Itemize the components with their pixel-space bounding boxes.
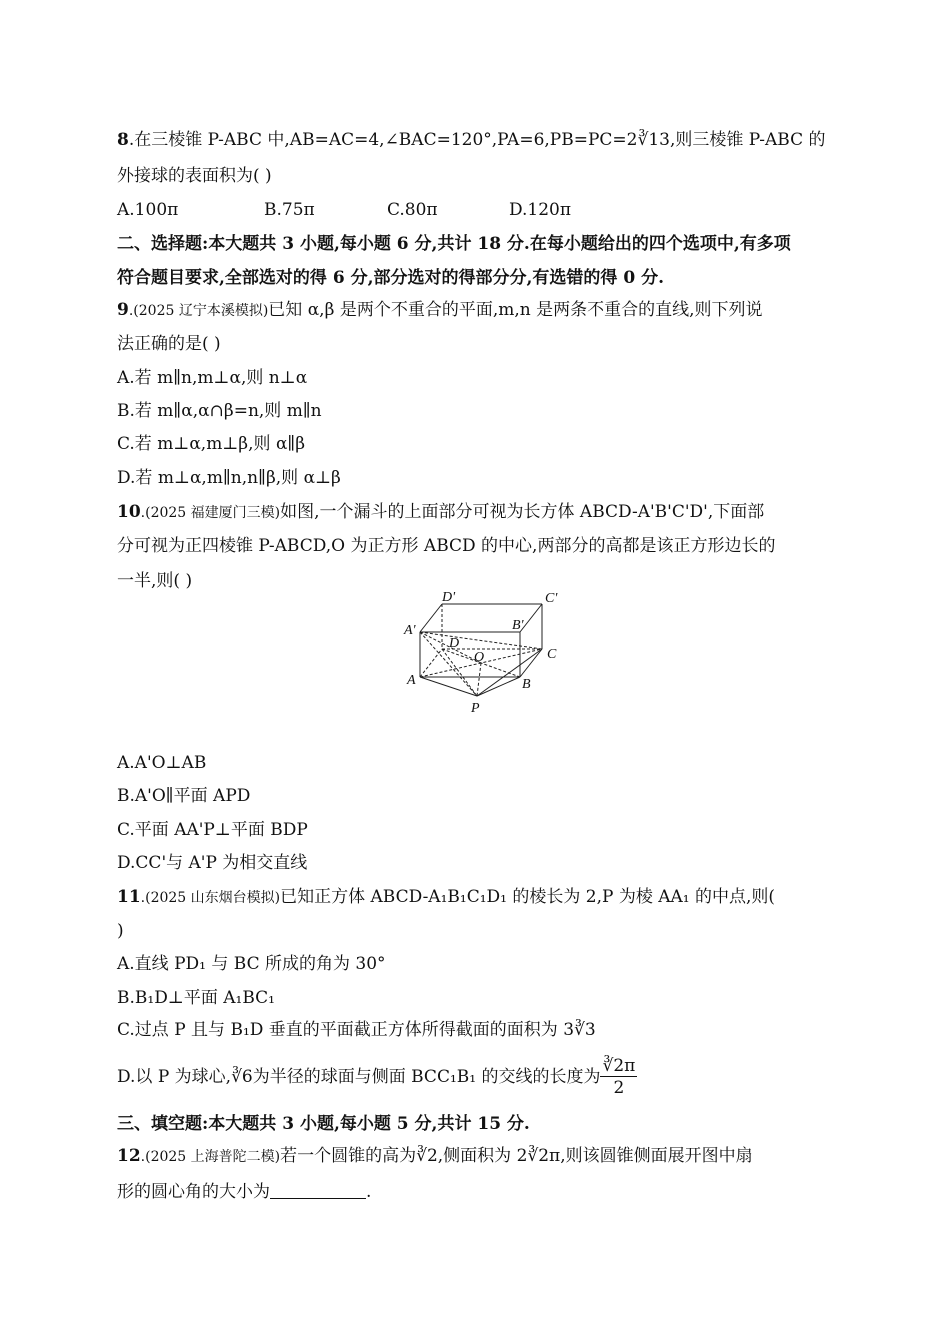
q11-line2: )	[117, 921, 124, 941]
q8-line1	[117, 128, 826, 152]
q8-text: .在三棱锥 P-ABC 中,AB=AC=4,∠BAC=120°,PA=6,PB=PC=2∛13,则三棱锥 P-ABC 的	[128, 130, 826, 150]
q9-number: 9	[117, 300, 129, 320]
q11-option-d[interactable]	[117, 1054, 637, 1100]
q10-line2: 分可视为正四棱锥 P-ABCD,O 为正方形 ABCD 的中心,两部分的高都是该正方形边长的	[117, 536, 776, 556]
q10-number: 10	[117, 502, 141, 522]
q10-line1	[117, 500, 764, 525]
q12-line2-end: .	[366, 1182, 372, 1202]
fraction-numerator: ∛2π	[602, 1056, 636, 1076]
q11-option-d-fraction	[600, 1056, 637, 1099]
q8-number: 8	[117, 130, 129, 150]
fig-label-d-prime: D'	[442, 592, 456, 605]
funnel-figure	[402, 592, 572, 722]
q10-source: .(2025 福建厦门三模)	[140, 505, 281, 521]
q10-option-a[interactable]: A.A'O⊥AB	[117, 753, 207, 773]
q8-option-c[interactable]: C.80π	[387, 200, 438, 220]
q9-line1	[117, 298, 763, 323]
q9-option-b[interactable]: B.若 m∥α,α∩β=n,则 m∥n	[117, 401, 322, 421]
q11-number: 11	[117, 887, 141, 907]
q11-source: .(2025 山东烟台模拟)	[140, 890, 281, 906]
q9-source: .(2025 辽宁本溪模拟)	[128, 303, 269, 319]
q9-text: 已知 α,β 是两个不重合的平面,m,n 是两条不重合的直线,则下列说	[268, 300, 763, 320]
q8-line2: 外接球的表面积为( )	[117, 166, 272, 186]
q9-line2: 法正确的是( )	[117, 334, 221, 354]
q12-number: 12	[117, 1146, 141, 1166]
section2-heading-line1: 二、选择题:本大题共 3 小题,每小题 6 分,共计 18 分.在每小题给出的四个选项中,有多项	[117, 234, 791, 254]
fig-label-c-prime: C'	[545, 592, 558, 606]
q12-line2	[117, 1180, 371, 1204]
q12-text-line2: 形的圆心角的大小为	[117, 1182, 270, 1202]
fig-label-a: A	[407, 673, 416, 688]
fraction-denominator: 2	[613, 1078, 625, 1098]
q10-option-b[interactable]: B.A'O∥平面 APD	[117, 786, 251, 806]
q11-line1	[117, 885, 775, 910]
q10-option-d[interactable]: D.CC'与 A'P 为相交直线	[117, 853, 308, 873]
q11-option-c[interactable]: C.过点 P 且与 B₁D 垂直的平面截正方体所得截面的面积为 3∛3	[117, 1020, 596, 1040]
fig-label-b: B	[522, 677, 531, 692]
q9-option-c[interactable]: C.若 m⊥α,m⊥β,则 α∥β	[117, 434, 306, 454]
section2-heading-line2: 符合题目要求,全部选对的得 6 分,部分选对的得部分分,有选错的得 0 分.	[117, 268, 665, 288]
section3-heading: 三、填空题:本大题共 3 小题,每小题 5 分,共计 15 分.	[117, 1114, 530, 1134]
fig-label-b-prime: B'	[512, 618, 524, 633]
q11-option-b[interactable]: B.B₁D⊥平面 A₁BC₁	[117, 988, 275, 1008]
q8-option-b[interactable]: B.75π	[264, 200, 315, 220]
fig-label-c: C	[547, 647, 557, 662]
q12-line1	[117, 1144, 753, 1169]
q11-text: 已知正方体 ABCD-A₁B₁C₁D₁ 的棱长为 2,P 为棱 AA₁ 的中点,则(	[280, 887, 776, 907]
q10-option-c[interactable]: C.平面 AA'P⊥平面 BDP	[117, 820, 308, 840]
q11-option-a[interactable]: A.直线 PD₁ 与 BC 所成的角为 30°	[117, 954, 386, 974]
answer-blank[interactable]	[270, 1180, 366, 1199]
fig-label-d: D	[449, 636, 460, 651]
fig-label-o: O	[474, 650, 485, 665]
fig-label-a-prime: A'	[404, 623, 416, 638]
q10-text: 如图,一个漏斗的上面部分可视为长方体 ABCD-A'B'C'D',下面部	[280, 502, 765, 522]
q8-option-d[interactable]: D.120π	[509, 200, 572, 220]
q8-option-a[interactable]: A.100π	[117, 200, 179, 220]
q9-option-a[interactable]: A.若 m∥n,m⊥α,则 n⊥α	[117, 368, 308, 388]
fig-label-p: P	[471, 701, 480, 716]
q12-text: 若一个圆锥的高为∛2,侧面积为 2∛2π,则该圆锥侧面展开图中扇	[280, 1146, 753, 1166]
q10-line3: 一半,则( )	[117, 571, 193, 591]
q8-options	[117, 198, 571, 222]
q11-option-d-text: D.以 P 为球心,∛6为半径的球面与侧面 BCC₁B₁ 的交线的长度为	[117, 1067, 601, 1087]
q12-source: .(2025 上海普陀二模)	[140, 1149, 281, 1165]
q9-option-d[interactable]: D.若 m⊥α,m∥n,n∥β,则 α⊥β	[117, 468, 341, 488]
